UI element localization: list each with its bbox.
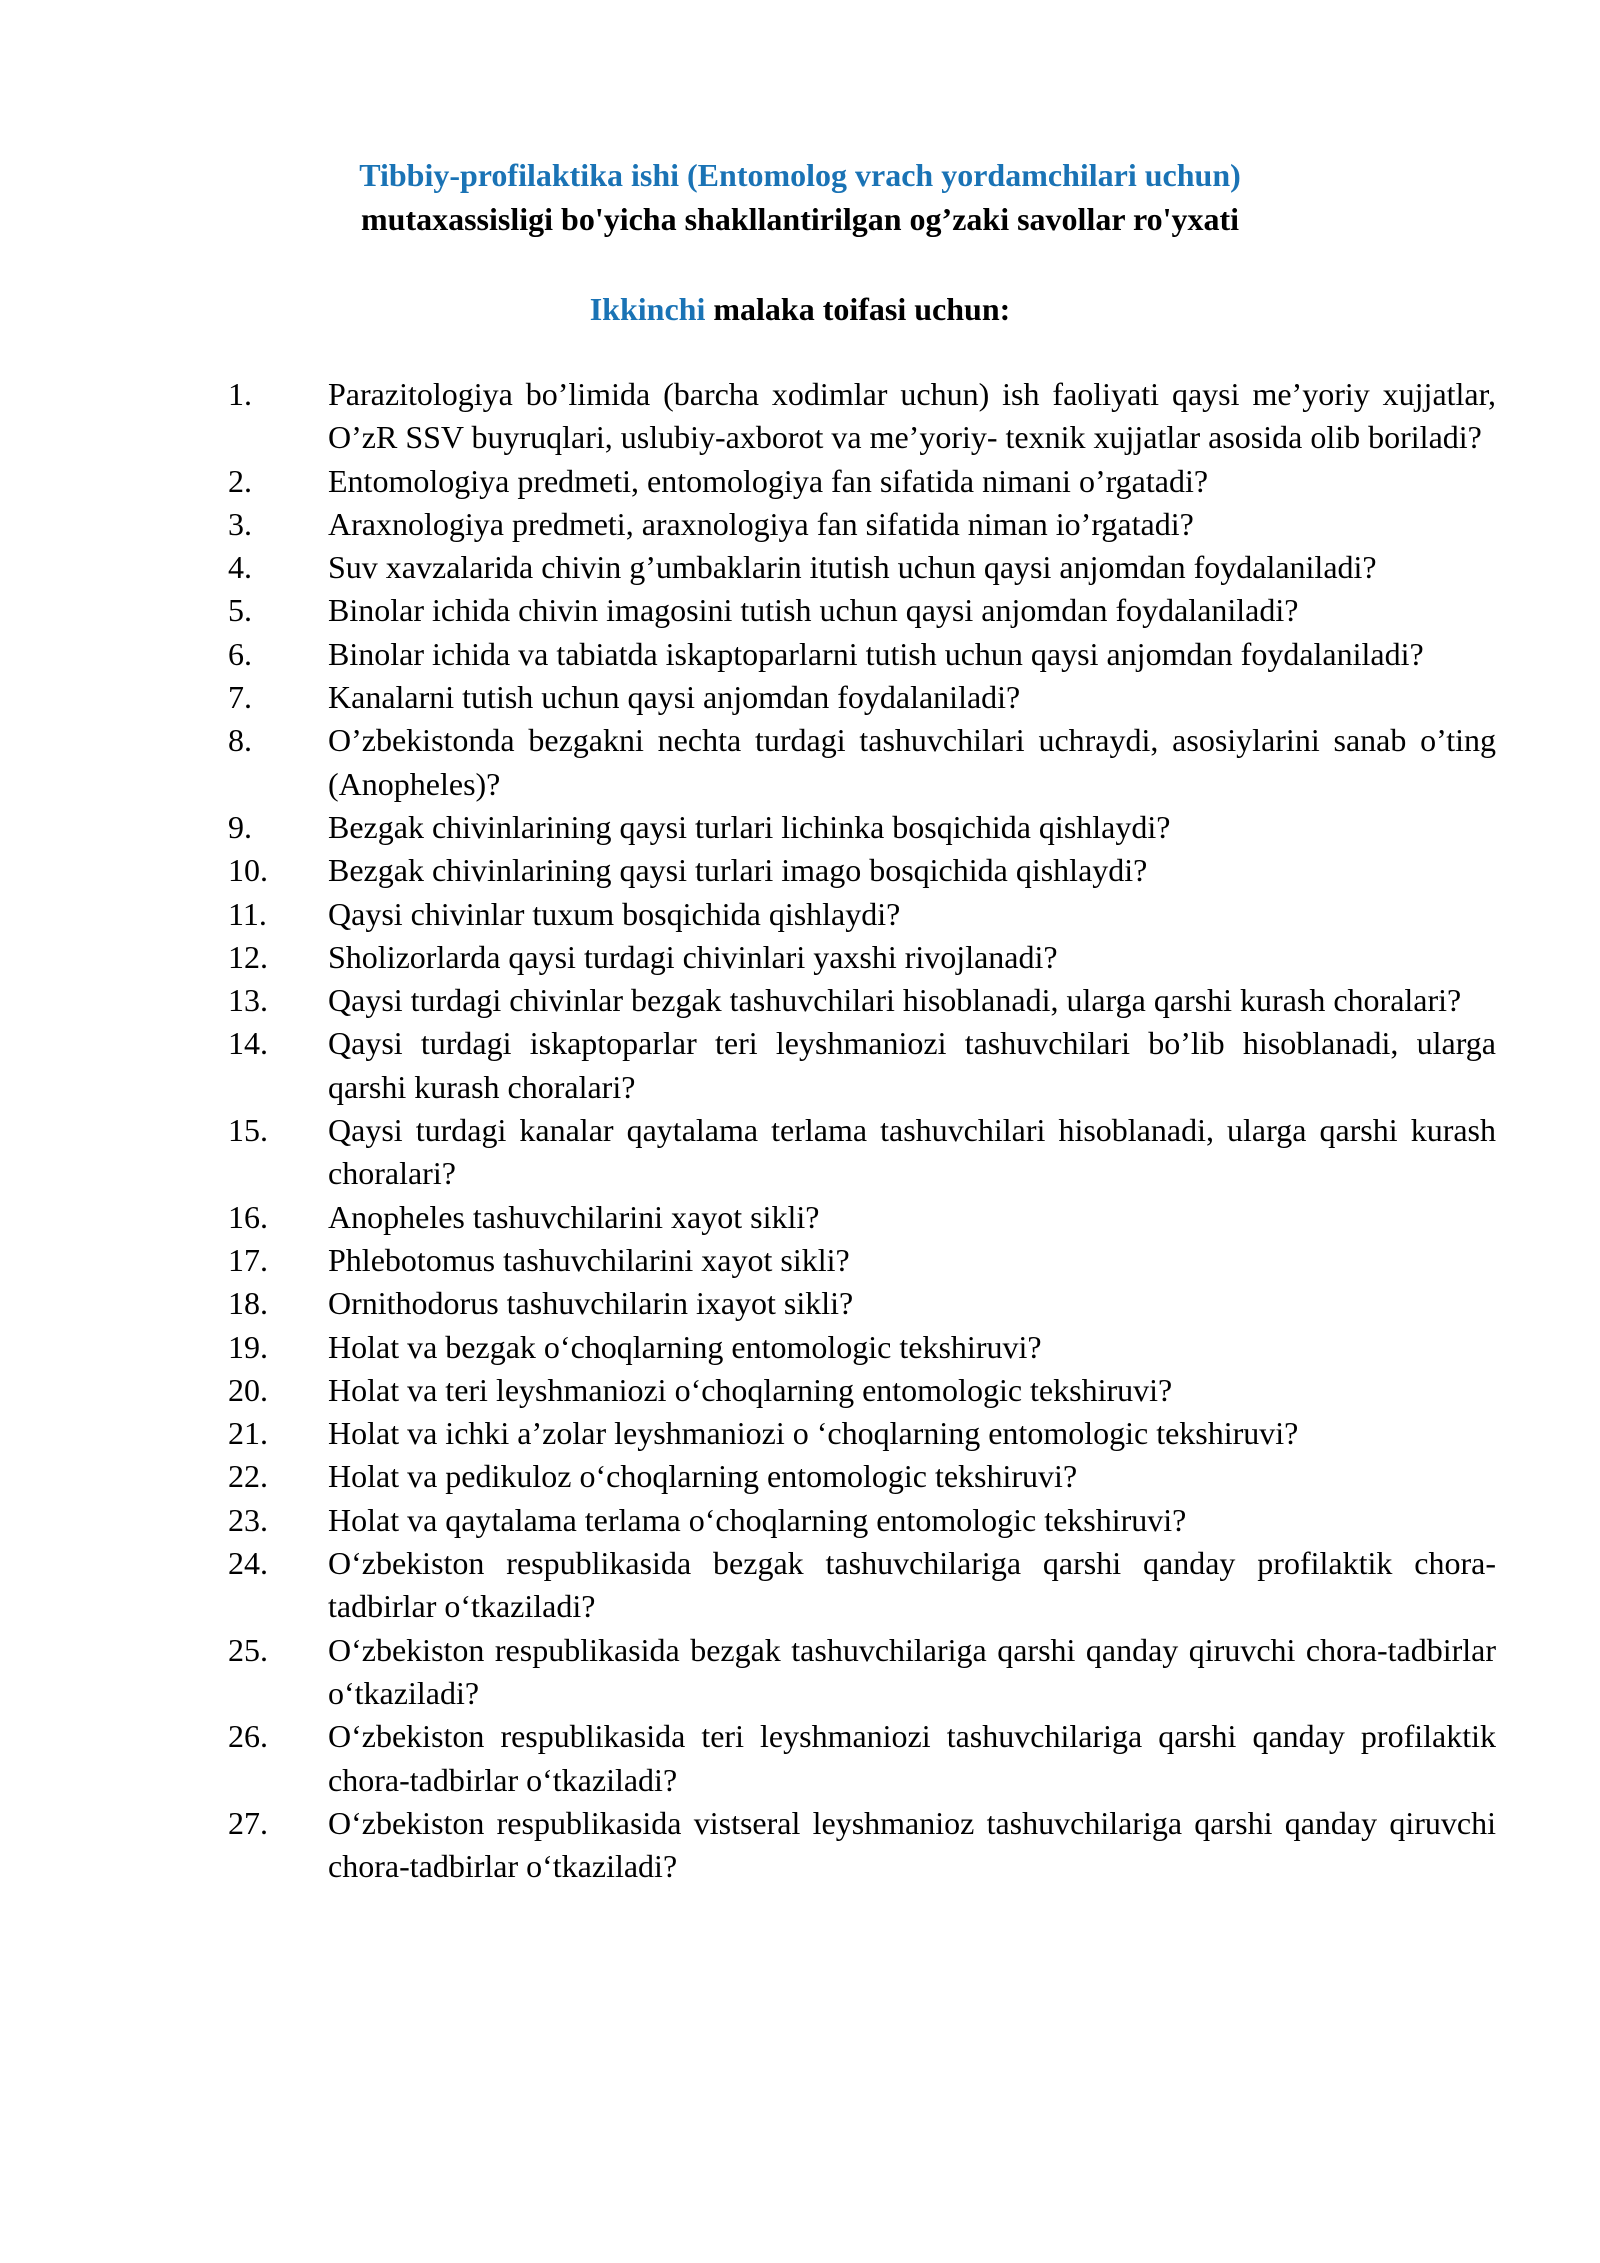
- question-item: [228, 1239, 1496, 1282]
- question-number: 10.: [228, 852, 268, 889]
- question-text: Qaysi turdagi iskaptoparlar teri leyshmaniozi tashuvchilari bo’lib hisoblanadi, ularga qarshi kurash choralari?: [328, 1025, 1496, 1105]
- question-number: 4.: [228, 549, 252, 586]
- question-text: Bezgak chivinlarining qaysi turlari lichinka bosqichida qishlaydi?: [328, 808, 1171, 845]
- question-number: 16.: [228, 1198, 268, 1235]
- document-title: [0, 156, 1600, 194]
- question-item: [228, 1715, 1496, 1802]
- question-number: 6.: [228, 635, 252, 672]
- question-number: 7.: [228, 679, 252, 716]
- question-text: O‘zbekiston respublikasida bezgak tashuvchilariga qarshi qanday qiruvchi chora-tadbirlar o‘tkaziladi?: [328, 1631, 1496, 1711]
- question-number: 22.: [228, 1458, 268, 1495]
- question-text: O‘zbekiston respublikasida bezgak tashuvchilariga qarshi qanday profilaktik chora-tadbirlar o‘tkaziladi?: [328, 1545, 1496, 1625]
- question-item: [228, 633, 1496, 676]
- question-item: [228, 1282, 1496, 1325]
- question-item: [228, 979, 1496, 1022]
- question-text: Qaysi turdagi kanalar qaytalama terlama tashuvchilari hisoblanadi, ularga qarshi kurash choralari?: [328, 1112, 1496, 1192]
- question-text: Phlebotomus tashuvchilarini xayot sikli?: [328, 1241, 850, 1278]
- question-text: Qaysi turdagi chivinlar bezgak tashuvchilari hisoblanadi, ularga qarshi kurash choralari?: [328, 982, 1462, 1019]
- question-text: Araxnologiya predmeti, araxnologiya fan sifatida niman io’rgatadi?: [328, 505, 1194, 542]
- question-item: [228, 1109, 1496, 1196]
- question-number: 18.: [228, 1285, 268, 1322]
- question-number: 1.: [228, 376, 252, 412]
- document-subtitle: [0, 200, 1600, 238]
- question-number: 26.: [228, 1718, 268, 1755]
- question-item: [228, 806, 1496, 849]
- question-number: 17.: [228, 1241, 268, 1278]
- question-text: Binolar ichida chivin imagosini tutish uchun qaysi anjomdan foydalaniladi?: [328, 592, 1299, 629]
- question-item: [228, 719, 1496, 806]
- question-item: [228, 893, 1496, 936]
- question-number: 13.: [228, 982, 268, 1019]
- question-text: Kanalarni tutish uchun qaysi anjomdan foydalaniladi?: [328, 679, 1021, 716]
- question-item: [228, 546, 1496, 589]
- question-item: [228, 460, 1496, 503]
- category-accent: Ikkinchi: [589, 291, 706, 327]
- question-number: 11.: [228, 895, 267, 932]
- question-item: [228, 1542, 1496, 1629]
- question-item: [228, 1369, 1496, 1412]
- question-number: 23.: [228, 1501, 268, 1538]
- question-text: Holat va qaytalama terlama o‘choqlarning entomologic tekshiruvi?: [328, 1501, 1187, 1538]
- question-text: O’zbekistonda bezgakni nechta turdagi tashuvchilari uchraydi, asosiylarini sanab o’ting (Anopheles)?: [328, 722, 1496, 802]
- question-number: 9.: [228, 808, 252, 845]
- question-item: [228, 1326, 1496, 1369]
- question-item: [228, 1629, 1496, 1716]
- question-number: 21.: [228, 1415, 268, 1452]
- question-number: 14.: [228, 1025, 268, 1062]
- question-text: Parazitologiya bo’limida (barcha xodimlar uchun) ish faoliyati qaysi me’yoriy xujjatlar, O’zR SSV buyruqlari, uslubiy-axborot va me’yoriy- texnik xujjatlar asosida olib boriladi?: [328, 376, 1496, 456]
- question-item: [228, 1802, 1496, 1889]
- question-item: [228, 676, 1496, 719]
- question-text: Qaysi chivinlar tuxum bosqichida qishlaydi?: [328, 895, 901, 932]
- subtitle-text: mutaxassisligi bo'yicha shakllantirilgan og’zaki savollar ro'yxati: [360, 201, 1240, 237]
- category-rest: malaka toifasi uchun:: [705, 291, 1011, 327]
- question-text: Bezgak chivinlarining qaysi turlari imago bosqichida qishlaydi?: [328, 852, 1148, 889]
- question-text: Holat va pedikuloz o‘choqlarning entomologic tekshiruvi?: [328, 1458, 1078, 1495]
- question-number: 15.: [228, 1112, 268, 1149]
- question-number: 27.: [228, 1804, 268, 1841]
- question-text: Holat va bezgak o‘choqlarning entomologic tekshiruvi?: [328, 1328, 1042, 1365]
- question-item: [228, 1022, 1496, 1109]
- question-text: Anopheles tashuvchilarini xayot sikli?: [328, 1198, 820, 1235]
- questions-list: [228, 373, 1496, 1888]
- question-item: [228, 936, 1496, 979]
- question-text: Holat va ichki a’zolar leyshmaniozi o ‘choqlarning entomologic tekshiruvi?: [328, 1415, 1299, 1452]
- question-text: Suv xavzalarida chivin g’umbaklarin itutish uchun qaysi anjomdan foydalaniladi?: [328, 549, 1377, 586]
- question-number: 19.: [228, 1328, 268, 1365]
- question-item: [228, 849, 1496, 892]
- question-item: [228, 1412, 1496, 1455]
- question-number: 25.: [228, 1631, 268, 1668]
- question-item: [228, 503, 1496, 546]
- question-item: [228, 373, 1496, 460]
- question-item: [228, 589, 1496, 632]
- question-number: 2.: [228, 462, 252, 499]
- category-heading: [0, 290, 1600, 328]
- question-text: Ornithodorus tashuvchilarin ixayot sikli?: [328, 1285, 854, 1322]
- question-number: 3.: [228, 505, 252, 542]
- question-number: 5.: [228, 592, 252, 629]
- question-item: [228, 1196, 1496, 1239]
- question-number: 12.: [228, 938, 268, 975]
- question-text: Holat va teri leyshmaniozi o‘choqlarning entomologic tekshiruvi?: [328, 1371, 1173, 1408]
- question-number: 24.: [228, 1545, 268, 1582]
- question-number: 20.: [228, 1371, 268, 1408]
- question-text: Binolar ichida va tabiatda iskaptoparlarni tutish uchun qaysi anjomdan foydalaniladi?: [328, 635, 1424, 672]
- question-text: O‘zbekiston respublikasida teri leyshmaniozi tashuvchilariga qarshi qanday profilaktik chora-tadbirlar o‘tkaziladi?: [328, 1718, 1496, 1798]
- question-item: [228, 1455, 1496, 1498]
- title-accent: Tibbiy-profilaktika ishi (Entomolog vrach yordamchilari uchun): [359, 157, 1241, 193]
- question-text: Entomologiya predmeti, entomologiya fan sifatida nimani o’rgatadi?: [328, 462, 1209, 499]
- question-item: [228, 1499, 1496, 1542]
- question-text: O‘zbekiston respublikasida vistseral leyshmanioz tashuvchilariga qarshi qanday qiruvchi chora-tadbirlar o‘tkaziladi?: [328, 1804, 1496, 1885]
- question-number: 8.: [228, 722, 252, 759]
- question-text: Sholizorlarda qaysi turdagi chivinlari yaxshi rivojlanadi?: [328, 938, 1058, 975]
